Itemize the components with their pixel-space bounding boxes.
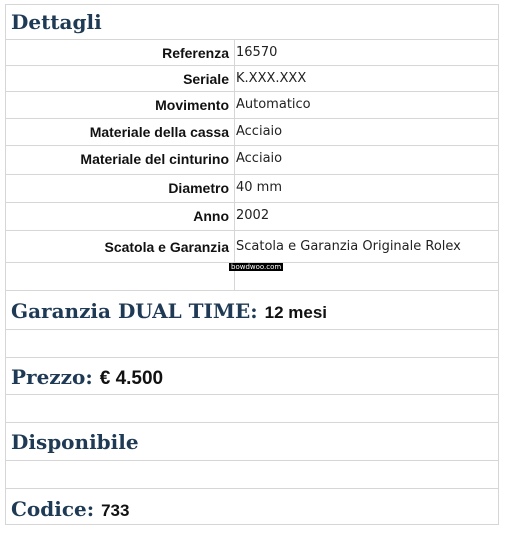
code-heading [11,497,129,521]
detail-value: Automatico [236,97,311,112]
detail-label: Scatola e Garanzia [104,239,229,255]
price-label: Prezzo: [11,365,93,389]
column-divider [234,203,235,230]
availability-row [5,423,499,461]
code-row [5,489,499,525]
detail-row-movimento [5,92,499,119]
column-divider [234,231,235,262]
column-divider [234,146,235,174]
detail-row-materiale-cassa [5,119,499,146]
detail-label: Anno [193,208,229,224]
detail-value: 16570 [236,45,278,60]
detail-row-referenza [5,40,499,66]
detail-value: 40 mm [236,180,283,195]
detail-label: Seriale [183,71,229,87]
detail-row-materiale-cinturino [5,146,499,175]
detail-label: Materiale della cassa [89,124,229,140]
price-value: € 4.500 [99,368,164,389]
detail-row-diametro [5,175,499,203]
column-divider [234,66,235,91]
details-title: Dettagli [11,10,102,34]
detail-label: Diametro [168,180,229,196]
detail-label: Movimento [155,97,229,113]
detail-label: Referenza [162,45,229,61]
detail-value: Acciaio [236,124,283,139]
warranty-heading [11,299,327,323]
column-divider [234,40,235,65]
column-divider [234,119,235,145]
price-row [5,358,499,395]
spacer-row [5,461,499,489]
price-heading [11,365,163,390]
spacer-row [5,330,499,358]
spacer-row [5,395,499,423]
warranty-label: Garanzia DUAL TIME: [11,299,258,323]
detail-value: K.XXX.XXX [236,71,307,86]
column-divider [234,92,235,118]
detail-value: 2002 [236,208,270,223]
column-divider [234,175,235,202]
detail-value: Acciaio [236,151,283,166]
watermark: bowdwoo.com [231,263,282,271]
detail-row-scatola-garanzia [5,231,499,263]
detail-row-anno [5,203,499,231]
warranty-value: 12 mesi [264,303,328,322]
detail-value: Scatola e Garanzia Originale Rolex [236,239,461,254]
detail-label: Materiale del cinturino [80,151,229,167]
code-value: 733 [101,501,130,520]
warranty-row [5,291,499,330]
details-header-row [5,4,499,40]
code-label: Codice: [11,497,95,521]
detail-row-seriale [5,66,499,92]
availability-label: Disponibile [11,430,139,454]
